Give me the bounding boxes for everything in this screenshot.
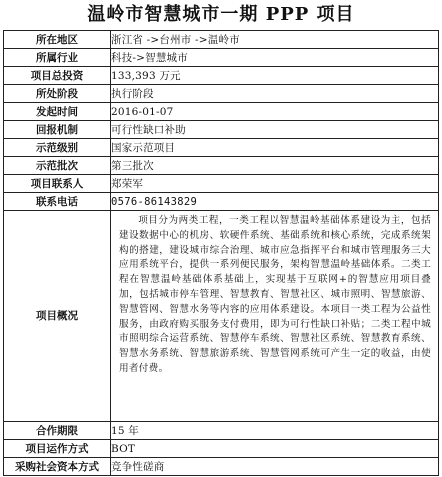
field-label: 联系电话: [4, 193, 111, 211]
field-value: 2016-01-07: [111, 103, 439, 121]
field-value: 浙江省 ->台州市 ->温岭市: [111, 31, 439, 49]
field-label: 回报机制: [4, 121, 111, 139]
field-label: 项目总投资: [4, 67, 111, 85]
project-overview-text: 项目分为两类工程，一类工程以智慧温岭基础体系建设为主，包括建设数据中心的机房、软硬件系统、基础系统和核心系统，完成系统架构的搭建，建设城市综合治理、城市应急指挥平台和城市管理服务三大应用系统平台，提供一系列便民服务，架构智慧温岭基础体系。二类工程在智慧温岭基础体系基础上，实现基于互联网+的智慧应用项目叠加，包括城市停车管理、智慧教育、智慧社区、城市照明、智慧旅游、智慧管网、智慧水务等内容的应用体系建设。本项目一类工程为公益性服务，由政府购买服务支付费用，即为可行性缺口补贴；二类工程中城市照明综合运营系统、智慧停车系统、智慧社区系统、智慧教育系统、智慧水务系统、智慧旅游系统、智慧管网系统可产生一定的收益，由使用者付费。: [111, 211, 439, 422]
field-label: 示范批次: [4, 157, 111, 175]
field-label: 项目运作方式: [4, 440, 111, 458]
table-row: [4, 121, 439, 139]
table-row: [4, 440, 439, 458]
table-row: [4, 193, 439, 211]
table-row: [4, 49, 439, 67]
table-row: [4, 139, 439, 157]
table-row: [4, 85, 439, 103]
table-row: [4, 67, 439, 85]
field-value: 科技->智慧城市: [111, 49, 439, 67]
field-value: 郑荣军: [111, 175, 439, 193]
table-row: [4, 31, 439, 49]
field-value: BOT: [111, 440, 439, 458]
field-label: 所属行业: [4, 49, 111, 67]
table-row: [4, 157, 439, 175]
field-label: 所在地区: [4, 31, 111, 49]
field-value: 133,393 万元: [111, 67, 439, 85]
field-value: 竞争性磋商: [111, 458, 439, 476]
page-title: 温岭市智慧城市一期 PPP 项目: [87, 4, 355, 25]
field-label: 示范级别: [4, 139, 111, 157]
table-row: [4, 458, 439, 476]
field-label: 发起时间: [4, 103, 111, 121]
table-row: [4, 422, 439, 440]
field-value: 15 年: [111, 422, 439, 440]
table-row: [4, 175, 439, 193]
field-label: 项目联系人: [4, 175, 111, 193]
field-value: 执行阶段: [111, 85, 439, 103]
field-value: 可行性缺口补助: [111, 121, 439, 139]
project-info-table: [3, 30, 439, 476]
field-label: 项目概况: [4, 211, 111, 422]
table-row: [4, 103, 439, 121]
field-label: 所处阶段: [4, 85, 111, 103]
field-value: 国家示范项目: [111, 139, 439, 157]
field-value: 第三批次: [111, 157, 439, 175]
field-label: 采购社会资本方式: [4, 458, 111, 476]
field-value: 0576-86143829: [111, 193, 439, 211]
table-row: [4, 211, 439, 422]
field-label: 合作期限: [4, 422, 111, 440]
